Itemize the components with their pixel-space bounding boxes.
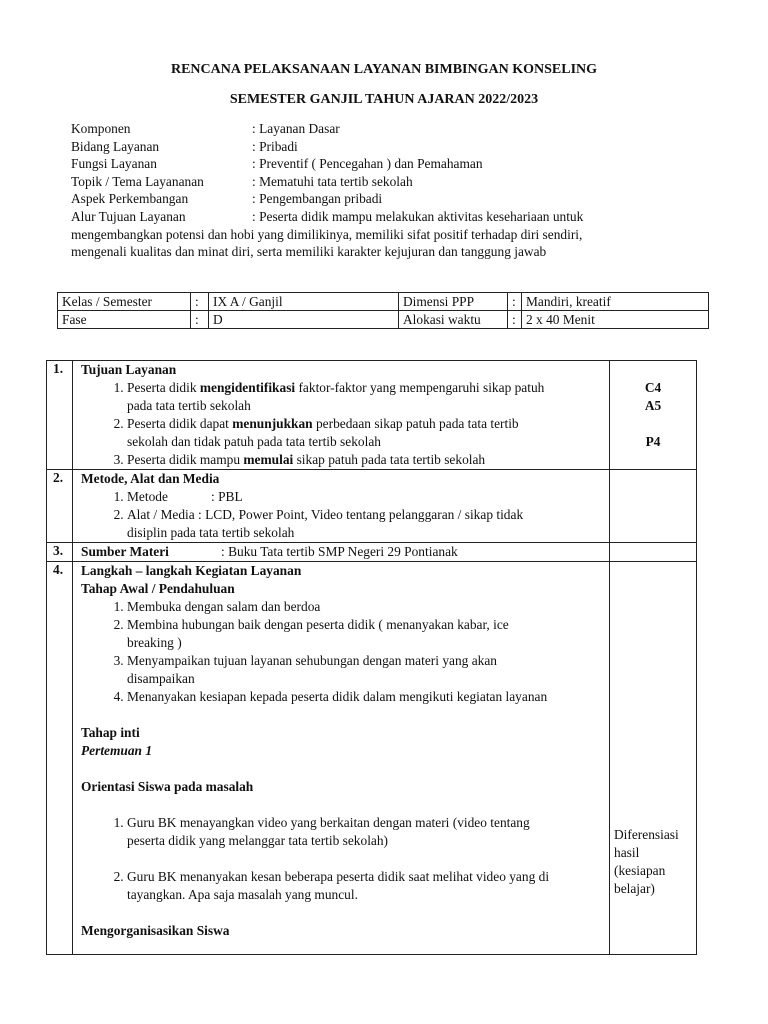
- section-content: [73, 543, 610, 562]
- level-code: C4: [644, 380, 662, 395]
- section-side-note: [610, 361, 697, 470]
- item-text: pada tata tertib sekolah: [127, 398, 251, 413]
- item-label: Metode: [127, 489, 168, 504]
- info-sep: :: [508, 293, 522, 311]
- info-row: [58, 293, 709, 311]
- item-text: Peserta didik: [127, 380, 200, 395]
- info-value: IX A / Ganjil: [209, 293, 399, 311]
- level-code: P4: [645, 434, 661, 449]
- item-keyword: memulai: [243, 452, 294, 467]
- list-item: [127, 652, 603, 688]
- item-text: tayangkan. Apa saja masalah yang muncul.: [127, 887, 358, 902]
- phase-heading: Mengorganisasikan Siswa: [81, 923, 230, 938]
- item-keyword: menunjukkan: [232, 416, 313, 431]
- note-line: Diferensiasi: [614, 827, 679, 842]
- meta-value: : Pribadi: [252, 138, 298, 154]
- meta-block: [71, 120, 671, 261]
- item-label: Alat / Media: [127, 507, 195, 522]
- item-text: sikap patuh pada tata tertib sekolah: [293, 452, 486, 467]
- meta-row: [71, 138, 671, 156]
- info-sep: :: [191, 293, 209, 311]
- meta-label: Aspek Perkembangan: [71, 191, 189, 207]
- meta-continuation: mengenali kualitas dan minat diri, serta memiliki karakter kejujuran dan tanggung jawab: [71, 244, 547, 260]
- section-content: [73, 361, 610, 470]
- meta-value: : Mematuhi tata tertib sekolah: [252, 173, 413, 189]
- section-number: 4.: [47, 562, 73, 955]
- section-row-langkah: [47, 562, 697, 955]
- goal-list: [81, 379, 603, 469]
- phase-heading: Orientasi Siswa pada masalah: [81, 779, 254, 794]
- meta-value: : Layanan Dasar: [252, 121, 340, 136]
- item-value: : PBL: [211, 489, 243, 504]
- section-title: Tujuan Layanan: [81, 362, 177, 377]
- meta-value: : Pengembangan pribadi: [252, 191, 383, 207]
- meeting-heading: Pertemuan 1: [81, 743, 153, 758]
- info-label: Dimensi PPP: [399, 293, 508, 311]
- item-text: disampaikan: [127, 671, 195, 686]
- stage-heading: Tahap inti: [81, 725, 140, 740]
- meta-row: [71, 155, 671, 173]
- item-text: Membina hubungan baik dengan peserta didik ( menanyakan kabar, ice: [127, 617, 509, 632]
- section-title: Sumber Materi: [81, 544, 169, 559]
- item-text: Peserta didik mampu: [127, 452, 244, 467]
- item-text: Peserta didik dapat: [127, 416, 233, 431]
- list-item: [127, 451, 603, 469]
- note-line: belajar): [614, 881, 655, 896]
- section-side-note: [610, 543, 697, 562]
- method-list: [81, 488, 603, 542]
- list-item: [127, 488, 603, 506]
- section-value: : Buku Tata tertib SMP Negeri 29 Pontianak: [221, 544, 458, 559]
- list-item: [127, 814, 603, 850]
- item-text: Guru BK menanyakan kesan beberapa peserta didik saat melihat video yang di: [127, 869, 550, 884]
- section-row-sumber: [47, 543, 697, 562]
- meta-label: Bidang Layanan: [71, 138, 160, 154]
- meta-row: [71, 173, 671, 191]
- note-line: hasil: [614, 845, 640, 860]
- list-item: [127, 415, 603, 451]
- list-item: [127, 868, 603, 904]
- meta-row: [71, 208, 671, 226]
- meta-label: Fungsi Layanan: [71, 156, 157, 172]
- differentiation-note: [610, 562, 697, 955]
- info-row: [58, 311, 709, 329]
- list-item: [127, 506, 603, 542]
- item-value: : LCD, Power Point, Video tentang pelanggaran / sikap tidak: [194, 507, 524, 522]
- item-text: Guru BK menayangkan video yang berkaitan dengan materi (video tentang: [127, 815, 530, 830]
- section-row-metode: [47, 470, 697, 543]
- item-text: Menyampaikan tujuan layanan sehubungan dengan materi yang akan: [127, 653, 497, 668]
- section-content: [73, 470, 610, 543]
- info-sep: :: [191, 311, 209, 329]
- service-plan-table: [46, 360, 697, 955]
- stage-heading: Tahap Awal / Pendahuluan: [81, 581, 235, 596]
- info-value: D: [209, 311, 399, 329]
- meta-label: Alur Tujuan Layanan: [71, 208, 186, 224]
- section-title: Metode, Alat dan Media: [81, 471, 220, 486]
- info-label: Fase: [58, 311, 191, 329]
- meta-label: Topik / Tema Layananan: [71, 173, 204, 189]
- info-value: 2 x 40 Menit: [522, 311, 709, 329]
- opening-steps-list: [81, 598, 603, 706]
- meta-label: Komponen: [71, 121, 131, 136]
- orientation-steps-list: [81, 814, 603, 904]
- item-text: breaking ): [127, 635, 182, 650]
- item-text: peserta didik yang melanggar tata tertib sekolah): [127, 833, 389, 848]
- level-code: A5: [644, 398, 662, 413]
- section-number: 1.: [47, 361, 73, 470]
- info-value: Mandiri, kreatif: [522, 293, 709, 311]
- item-text: perbedaan sikap patuh pada tata tertib: [312, 416, 519, 431]
- item-keyword: mengidentifikasi: [199, 380, 296, 395]
- meta-value: : Peserta didik mampu melakukan aktivitas kesehariaan untuk: [252, 208, 584, 224]
- section-content: [73, 562, 610, 955]
- meta-row: [71, 120, 671, 138]
- list-item: 4. Menanyakan kesiapan kepada peserta didik dalam mengikuti kegiatan layanan: [127, 688, 603, 706]
- meta-continuation: mengembangkan potensi dan hobi yang dimilikinya, memiliki sifat positif terhadap diri sendiri,: [71, 226, 583, 242]
- item-text: sekolah dan tidak patuh pada tata tertib sekolah: [127, 434, 381, 449]
- list-item: [127, 616, 603, 652]
- info-label: Kelas / Semester: [58, 293, 191, 311]
- section-row-tujuan: [47, 361, 697, 470]
- item-text: faktor-faktor yang mempengaruhi sikap patuh: [295, 380, 545, 395]
- class-info-table: [57, 292, 709, 329]
- section-number: 2.: [47, 470, 73, 543]
- note-line: (kesiapan: [614, 863, 666, 878]
- section-number: 3.: [47, 543, 73, 562]
- info-sep: :: [508, 311, 522, 329]
- meta-row: [71, 190, 671, 208]
- meta-value: : Preventif ( Pencegahan ) dan Pemahaman: [252, 156, 483, 172]
- list-item: 1. Membuka dengan salam dan berdoa: [127, 598, 603, 616]
- item-value: disiplin pada tata tertib sekolah: [127, 525, 295, 540]
- section-title: Langkah – langkah Kegiatan Layanan: [81, 563, 302, 578]
- list-item: [127, 379, 603, 415]
- info-label: Alokasi waktu: [399, 311, 508, 329]
- document-title: RENCANA PELAKSANAAN LAYANAN BIMBINGAN KONSELING: [170, 62, 598, 77]
- section-side-note: [610, 470, 697, 543]
- document-subtitle: SEMESTER GANJIL TAHUN AJARAN 2022/2023: [229, 92, 539, 107]
